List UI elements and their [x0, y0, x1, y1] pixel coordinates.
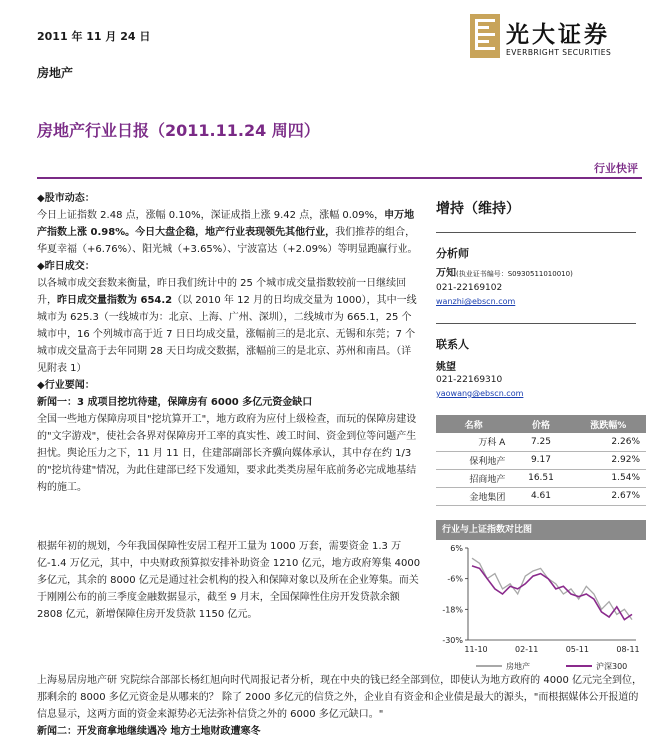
table-row — [436, 451, 646, 469]
news1-paragraph-2: 根据年初的规划，今年我国保障性安居工程开工量为 1000 万套，需要资金 1.3 万亿-1.4 万亿元，其中，中央财政预算拟安排补助资金 1210 亿元，地方政府筹集 4000 多亿元，其余的 8000 亿元是通过社会机构的投入和保障对象以及所在企业筹集。而关于刚刚公布的前三季度金融数据显示，截至 9 月末，全国保障性住房开发贷款余额 2808 亿元，新增保障住房开发贷款 1150 亿元。 — [37, 541, 421, 620]
stock-text-bold: 申万地产指数上涨 0.98%。今日大盘企稳，地产行业表现领先其他行业， — [37, 210, 415, 238]
stock-name: 金地集团 — [436, 487, 511, 505]
report-title: 房地产行业日报（2011.11.24 周四） — [37, 121, 320, 140]
col-change-header: 涨跌幅% — [571, 415, 646, 433]
stock-name: 保利地产 — [436, 451, 511, 469]
stock-price: 7.25 — [511, 433, 570, 451]
deal-text-bold: 昨日成交量指数为 654.2 — [57, 295, 173, 306]
analyst1-line — [436, 267, 644, 281]
stock-name: 招商地产 — [436, 469, 511, 487]
news1-heading: 新闻一：3 成项目挖坑待建，保障房有 6000 多亿元资金缺口 — [37, 397, 313, 408]
title-divider — [37, 177, 642, 179]
full-width-paragraph — [37, 672, 643, 740]
report-type: 行业快评 — [594, 162, 638, 175]
chart-title: 行业与上证指数对比图 — [436, 520, 646, 540]
deal-paragraph — [37, 275, 421, 377]
analyst1-name: 万知 — [436, 268, 456, 279]
side-divider — [436, 232, 636, 233]
stock-table — [436, 415, 646, 506]
stock-text-2: 我们推荐的组合，华夏幸福（+6.76%）、阳光城（+3.65%）、宁波富达（+2.09%）等明显跑赢行业。 — [37, 227, 418, 255]
col-price-header: 价格 — [511, 415, 570, 433]
stock-name: 万科 A — [436, 433, 511, 451]
series-line-1 — [472, 565, 632, 619]
stock-change: 2.92% — [571, 451, 646, 469]
stock-change: 2.26% — [571, 433, 646, 451]
contact-heading: 联系人 — [436, 338, 469, 351]
y-tick-label: -30% — [442, 635, 463, 645]
y-tick-label: 6% — [450, 543, 463, 553]
x-tick-label: 02-11 — [515, 644, 539, 654]
contact-email-link[interactable]: yaowang@ebscn.com — [436, 389, 524, 398]
stock-change: 1.54% — [571, 469, 646, 487]
sector-label: 房地产 — [37, 66, 74, 80]
stock-paragraph — [37, 207, 421, 258]
stock-price: 4.61 — [511, 487, 570, 505]
rating: 增持（维持） — [436, 201, 520, 217]
comparison-chart — [436, 540, 646, 680]
news-section-heading: ◆行业要闻： — [37, 380, 95, 391]
stock-section-heading: ◆股市动态： — [37, 193, 95, 204]
full-text: 上海易居房地产研 究院综合部部长杨红旭向时代周报记者分析，现在中央的钱已经全部到位，即使认为地方政府的 4000 亿元完全到位，那剩余的 8000 多亿元资金是从哪来的？ 除了 2000 多亿元的信贷之外，企业自有资金和企业债是最大的源头，"而根据媒体公开报道的信息显示，这两方面的资金来源势必无法弥补信贷之外的 6000 多亿元缺口。" — [37, 675, 642, 720]
company-logo — [470, 14, 640, 66]
deal-text-1: 以各城市成交套数来衡量，昨日我们统计中的 25 个城市成交量指数较前一日继续回升， — [37, 278, 407, 306]
y-tick-label: -6% — [447, 574, 463, 584]
analyst-heading: 分析师 — [436, 247, 469, 260]
logo-cn-text: 光大证券 — [506, 21, 610, 48]
y-tick-label: -18% — [442, 604, 463, 614]
contact-name: 姚望 — [436, 362, 456, 373]
news2-heading: 新闻二：开发商拿地继续遇冷 地方土地财政遭寒冬 — [37, 726, 261, 737]
x-tick-label: 05-11 — [565, 644, 589, 654]
analyst1-phone: 021-22169102 — [436, 283, 503, 293]
col-name-header: 名称 — [436, 415, 511, 433]
analyst1-email-link[interactable]: wanzhi@ebscn.com — [436, 297, 516, 306]
x-tick-label: 08-11 — [616, 644, 640, 654]
report-date: 2011 年 11 月 24 日 — [37, 30, 151, 43]
stock-price: 16.51 — [511, 469, 570, 487]
everbright-logo-icon — [470, 14, 500, 58]
x-tick-label: 11-10 — [464, 644, 488, 654]
legend-label: 房地产 — [506, 661, 530, 671]
comparison-chart-svg — [436, 540, 646, 680]
main-column — [37, 190, 421, 623]
stock-table-header — [436, 415, 646, 433]
side-column — [436, 190, 644, 680]
deal-section-heading: ◆昨日成交： — [37, 261, 95, 272]
side-divider-2 — [436, 323, 636, 324]
stock-text-1: 今日上证指数 2.48 点，涨幅 0.10%，深证成指上涨 9.42 点，涨幅 0.09%， — [37, 210, 385, 221]
table-row — [436, 433, 646, 451]
stock-change: 2.67% — [571, 487, 646, 505]
logo-en-text: EVERBRIGHT SECURITIES — [506, 48, 612, 57]
contact-phone: 021-22169310 — [436, 375, 503, 385]
table-row — [436, 487, 646, 505]
legend-label: 沪深300 — [596, 661, 628, 671]
table-row — [436, 469, 646, 487]
news1-paragraph: 全国一些地方保障房项目"挖坑算开工"，地方政府为应付上级检查，而玩的保障房建设的"文字游戏"，使社会各界对保障房开工率的真实性、竣工时间、资金到位等问题产生担忧。舆论压力之下，11 月 11 日，住建部副部长齐骥向媒体承认，其中存在约 1/3 的"挖坑待建"情况，为此住建部已经下发通知，要求此类类房屋年底前务必完成地基结构的施工。 — [37, 414, 417, 493]
deal-text-2: （以 2010 年 12 月的日均成交量为 1000），其中一线城市为 625.3（一线城市为：北京、上海、广州、深圳），二线城市为 665.1，25 个城市中，16 个列城市高于近 7 日日均成交量，涨幅前三的是北京、无锡和东莞；7 个城市成交量高于去年同期 28 天日均成交数据，涨幅前三的是北京、苏州和南昌。（详见附表 1） — [37, 295, 417, 374]
stock-price: 9.17 — [511, 451, 570, 469]
analyst1-cert: (执业证书编号：S0930511010010) — [456, 270, 573, 278]
